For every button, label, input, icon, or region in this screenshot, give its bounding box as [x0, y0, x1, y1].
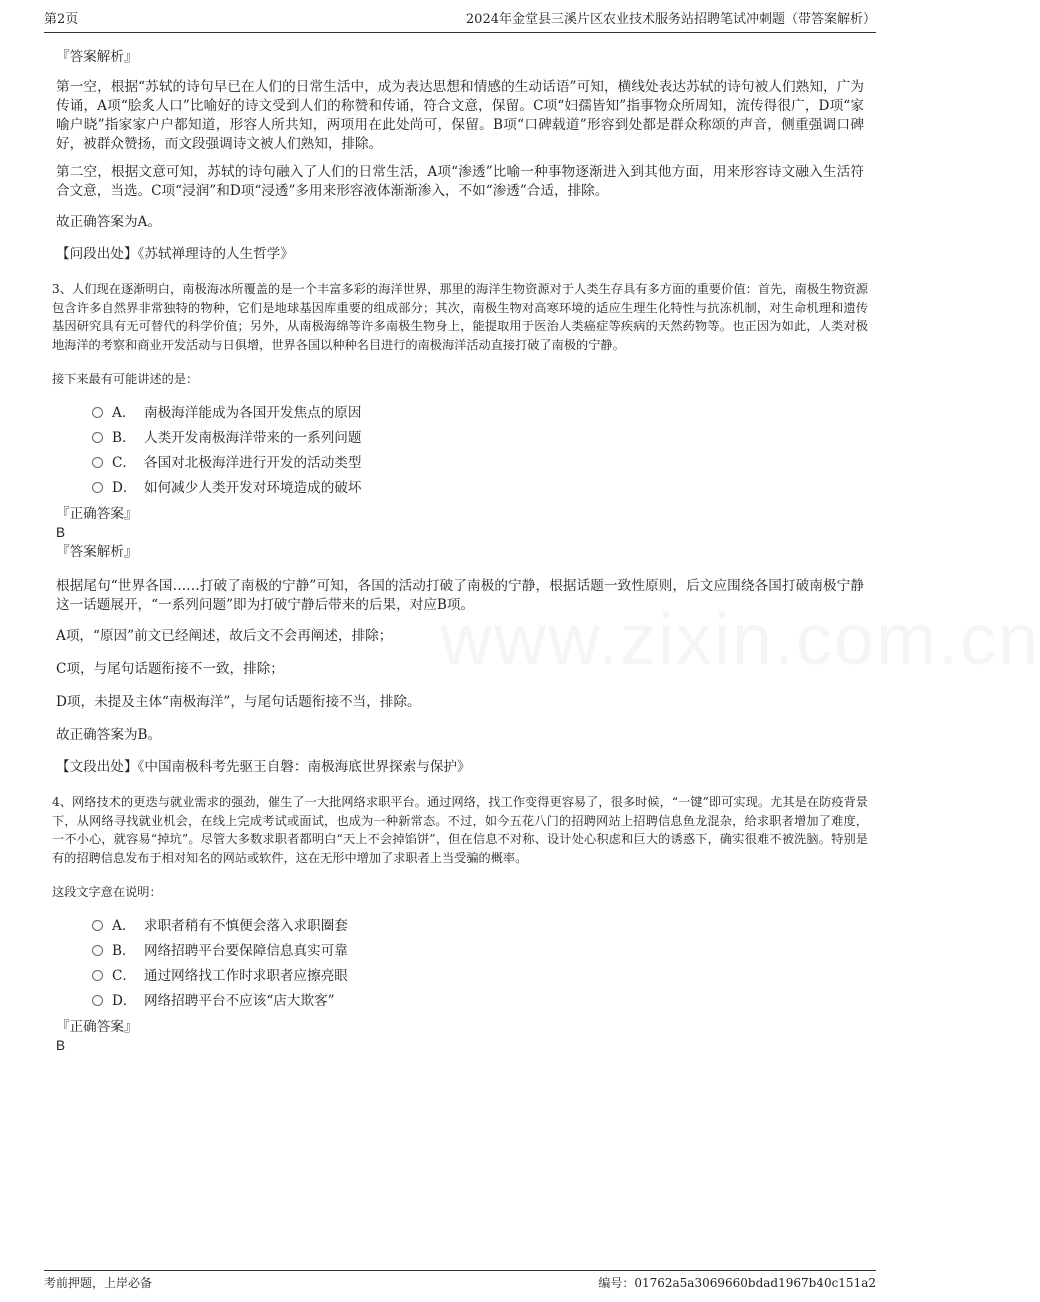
analysis-paragraph: C项，与尾句话题衔接不一致，排除；	[56, 661, 284, 677]
correct-answer: B	[56, 1038, 66, 1053]
option-letter: B．	[112, 943, 136, 959]
option-text: 网络招聘平台不应该“店大欺客”	[144, 993, 335, 1009]
document-title: 2024年金堂县三溪片区农业技术服务站招聘笔试冲刺题（带答案解析）	[465, 12, 876, 27]
radio-button[interactable]	[92, 407, 103, 418]
radio-button[interactable]	[92, 457, 103, 468]
question-stem: 4、网络技术的更迭与就业需求的强劲，催生了一大批网络求职平台。通过网络，找工作变得更容易了，很多时候，“一键”即可实现。尤其是在防疫背景下，从网络寻找就业机会，在线上完成考试或面试，也成为一种新常态。不过，如今五花八门的招聘网站上招聘信息鱼龙混杂，给求职者增加了难度，一不小心，就容易“掉坑”。尽管大多数求职者都明白“天上不会掉馅饼”，但在信息不对称、设计处心积虑和巨大的诱惑下，确实很难不被洗脑。特别是有的招聘信息发布于相对知名的网站或软件，这在无形中增加了求职者上当受骗的概率。	[52, 795, 868, 865]
question-prompt: 接下来最有可能讲述的是：	[52, 372, 199, 386]
option-text: 南极海洋能成为各国开发焦点的原因	[144, 405, 362, 421]
option-text: 如何减少人类开发对环境造成的破坏	[144, 480, 362, 496]
option-d[interactable]	[92, 478, 362, 498]
option-text: 通过网络找工作时求职者应擦亮眼	[144, 968, 348, 984]
watermark: www.zixin.com.cn	[440, 600, 1040, 680]
option-d[interactable]	[92, 991, 335, 1011]
analysis-paragraph: 根据尾句“世界各国……打破了南极的宁静”可知，各国的活动打破了南极的宁静，根据话题一致性原则，后文应围绕各国打破南极宁静这一话题展开，“一系列问题”即为打破宁静后带来的后果，对应B项。	[56, 578, 864, 613]
analysis-paragraph: D项，未提及主体“南极海洋”，与尾句话题衔接不当，排除。	[56, 694, 421, 710]
analysis-paragraph: 第一空，根据“苏轼的诗句早已在人们的日常生活中，成为表达思想和情感的生动话语”可知，横线处表达苏轼的诗句被人们熟知，广为传诵，A项“脍炙人口”比喻好的诗文受到人们的称赞和传诵，符合文意，保留。C项“妇孺皆知”指事物众所周知，流传得很广，D项“家喻户晓”指家家户户都知道，形容人所共知，两项用在此处尚可，保留。B项“口碑载道”形容到处都是群众称颂的声音，侧重强调口碑好，被群众赞扬，而文段强调诗文被人们熟知，排除。	[56, 79, 864, 152]
footer-slogan: 考前押题，上岸必备	[44, 1276, 153, 1290]
option-letter: C．	[112, 455, 136, 471]
option-letter: C．	[112, 968, 136, 984]
radio-button[interactable]	[92, 970, 103, 981]
radio-button[interactable]	[92, 995, 103, 1006]
document-id: 编号：01762a5a3069660bdad1967b40c151a2	[598, 1276, 876, 1290]
option-letter: D．	[112, 993, 137, 1009]
correct-answer-heading: 『正确答案』	[56, 1019, 138, 1035]
analysis-heading: 『答案解析』	[56, 544, 138, 560]
source-citation: 【问段出处】《苏轼禅理诗的人生哲学》	[56, 246, 294, 262]
correct-answer-heading: 『正确答案』	[56, 506, 138, 522]
option-letter: B．	[112, 430, 136, 446]
option-a[interactable]	[92, 403, 362, 423]
analysis-heading: 『答案解析』	[56, 49, 138, 65]
radio-button[interactable]	[92, 920, 103, 931]
option-text: 人类开发南极海洋带来的一系列问题	[144, 430, 362, 446]
option-b[interactable]	[92, 941, 348, 961]
conclusion-text: 故正确答案为A。	[56, 214, 161, 230]
page-number: 第2页	[44, 12, 79, 27]
option-a[interactable]	[92, 916, 348, 936]
conclusion-text: 故正确答案为B。	[56, 727, 162, 743]
radio-button[interactable]	[92, 432, 103, 443]
option-letter: A．	[112, 918, 136, 934]
question-prompt: 这段文字意在说明：	[52, 885, 162, 899]
analysis-paragraph: A项，“原因”前文已经阐述，故后文不会再阐述，排除；	[56, 628, 393, 644]
source-citation: 【文段出处】《中国南极科考先驱王自磐：南极海底世界探索与保护》	[56, 759, 471, 775]
option-b[interactable]	[92, 428, 362, 448]
correct-answer: B	[56, 525, 66, 540]
option-text: 各国对北极海洋进行开发的活动类型	[144, 455, 362, 471]
analysis-paragraph: 第二空，根据文意可知，苏轼的诗句融入了人们的日常生活，A项“渗透”比喻一种事物逐渐进入到其他方面，用来形容诗文融入生活符合文意，当选。C项“浸润”和D项“浸透”多用来形容液体渐渐渗入，不如“渗透”合适，排除。	[56, 164, 864, 199]
option-text: 求职者稍有不慎便会落入求职圈套	[144, 918, 348, 934]
radio-button[interactable]	[92, 482, 103, 493]
option-letter: A．	[112, 405, 136, 421]
option-c[interactable]	[92, 453, 362, 473]
question-stem: 3、人们现在逐渐明白，南极海冰所覆盖的是一个丰富多彩的海洋世界，那里的海洋生物资源对于人类生存具有多方面的重要价值：首先，南极生物资源包含许多自然界非常独特的物种，它们是地球基因库重要的组成部分；其次，南极生物对高寒环境的适应生理生化特性与抗冻机制，对生命机理和遗传基因研究具有无可替代的科学价值；另外，从南极海绵等许多南极生物身上，能提取用于医治人类癌症等疾病的天然药物等。也正因为如此，人类对极地海洋的考察和商业开发活动与日俱增，世界各国以种种名目进行的南极海洋活动直接打破了南极的宁静。	[52, 282, 868, 352]
radio-button[interactable]	[92, 945, 103, 956]
option-letter: D．	[112, 480, 137, 496]
page-footer	[44, 1270, 876, 1293]
option-text: 网络招聘平台要保障信息真实可靠	[144, 943, 348, 959]
option-c[interactable]	[92, 966, 348, 986]
